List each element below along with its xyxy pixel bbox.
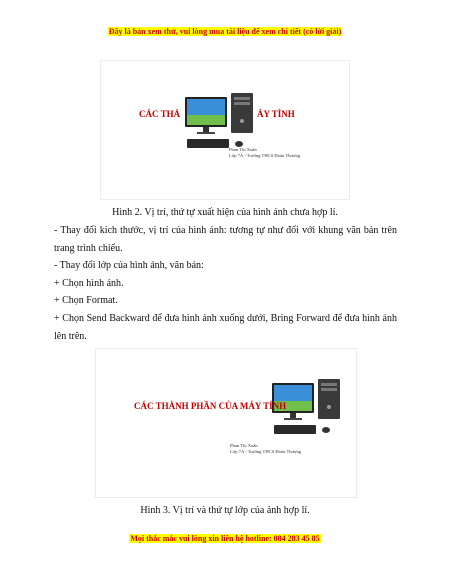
slide-title: CÁC THÀNH PHẦN CỦA MÁY TÍNH: [134, 401, 287, 411]
author-class: Lớp 7A - Trường THCS Đoàn Thượng: [230, 449, 302, 454]
preview-banner-text: Đây là bản xem thử, vui lòng mua tài liệu để xem chi tiết (có lời giải): [108, 27, 342, 36]
paragraph-layer: - Thay đổi lớp của hình ảnh, văn bản:: [54, 260, 204, 271]
author-class: Lớp 7A - Trường THCS Đoàn Thượng: [229, 153, 301, 158]
hotline-banner: [0, 534, 450, 543]
slide-title-right: ÁY TÍNH: [257, 109, 295, 119]
figure-caption-2: Hình 2. Vị trí, thứ tự xuất hiện của hình ảnh chưa hợp lí.: [112, 207, 338, 218]
paragraph-resize: - Thay đổi kích thước, vị trí của hình ảnh: tương tự như đối với khung văn bản trên trang trình chiếu.: [54, 225, 397, 254]
preview-banner: [0, 27, 450, 36]
paragraph-format: + Chọn Format.: [54, 295, 118, 306]
slide-image-2: [95, 348, 357, 498]
paragraph-select-image: + Chọn hình ảnh.: [54, 278, 124, 289]
author-name: Phan Thị Xuân: [230, 443, 258, 448]
hotline-banner-text: Mọi thắc mắc vui lòng xin liên hệ hotline: 084 283 45 85: [130, 534, 320, 543]
slide-title-left: CÁC THẢ: [139, 109, 181, 119]
figure-caption-3: Hình 3. Vị trí và thứ tự lớp của ảnh hợp lí.: [140, 505, 310, 516]
author-name: Phan Thị Xuân: [229, 147, 257, 152]
slide-image-1: [100, 60, 350, 200]
paragraph-send-backward: + Chọn Send Backward để đưa hình ảnh xuống dưới, Bring Forward để đưa hình ảnh lên trên.: [54, 313, 397, 342]
computer-icon: [181, 91, 271, 155]
